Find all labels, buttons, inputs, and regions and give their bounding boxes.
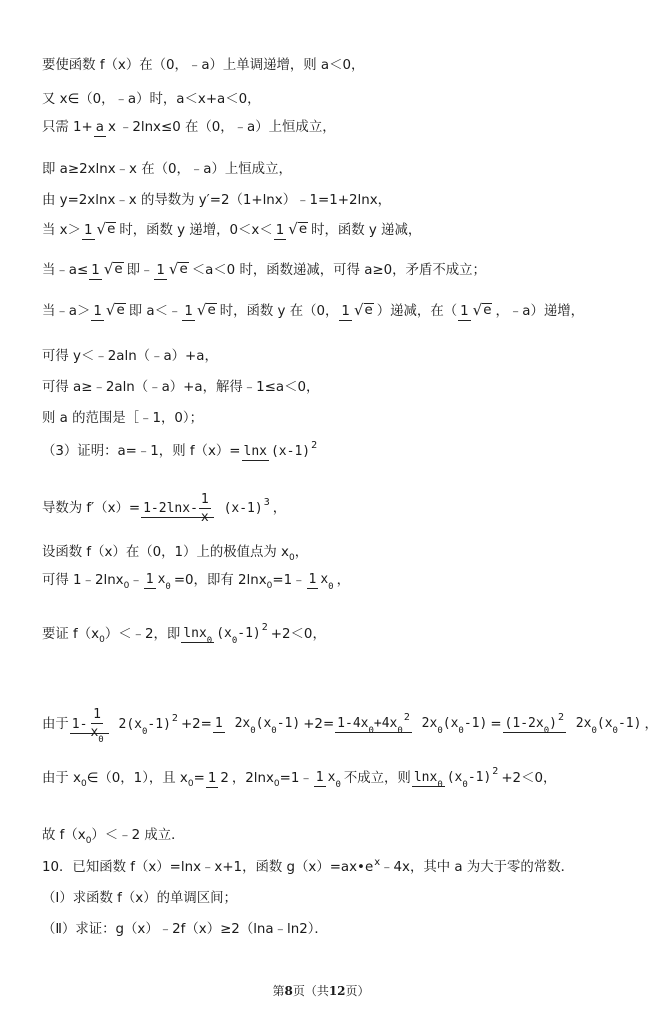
text: 由于 x <box>42 770 81 786</box>
exponent: 2 <box>557 712 564 723</box>
fraction-1-over-sqrt-e <box>89 262 125 279</box>
text: =0，即有 2lnx <box>173 572 267 588</box>
subscript: 0 <box>437 726 443 736</box>
line-21 <box>42 891 237 907</box>
radicand: e <box>483 303 492 318</box>
text: 只需 1+ <box>42 120 93 135</box>
radicand: e <box>116 303 125 318</box>
exponent: x <box>374 857 381 868</box>
subscript: 0 <box>328 582 334 592</box>
num-text: (1-2x <box>504 716 544 731</box>
numerator: a <box>95 120 104 135</box>
text: （3）证明：a=﹣1，则 f（x）= <box>42 444 241 459</box>
line-5 <box>42 193 391 209</box>
numerator <box>141 492 214 525</box>
text: 时，函数 y 在（0， <box>219 303 339 319</box>
radicand: e <box>179 262 188 277</box>
numerator: 1 <box>83 223 93 238</box>
numerator: 1 <box>93 707 101 722</box>
den-text: (x-1) <box>223 501 263 516</box>
footer-text: 页） <box>345 984 370 998</box>
fraction-1-over-sqrt-e <box>274 222 310 239</box>
fraction-1-over-x <box>199 492 211 525</box>
line-15 <box>42 572 350 592</box>
denominator <box>420 715 490 736</box>
den-text: (x <box>446 770 463 785</box>
den-text: (x <box>442 716 459 731</box>
numerator: 1 <box>93 304 102 319</box>
text: =1﹣ <box>272 572 306 588</box>
den-text: 2(x <box>118 717 142 732</box>
denominator <box>233 715 303 736</box>
den-text: -1) <box>617 716 642 731</box>
numerator: 1 <box>275 223 285 238</box>
den-text: x <box>327 770 336 785</box>
text: 可得 a≥﹣2aln（﹣a）+a，解得﹣1≤a＜0， <box>42 380 320 395</box>
text: = <box>490 716 502 732</box>
text: +2＜0， <box>501 770 557 786</box>
text: +2= <box>303 716 335 732</box>
text: 即 a≥2xlnx﹣x 在（0，﹣a）上恒成立， <box>42 162 292 177</box>
radicand: e <box>298 222 308 237</box>
den-text: x <box>157 572 166 587</box>
den-text: x <box>90 725 99 740</box>
subscript: 0 <box>98 735 104 745</box>
den-text: (x-1) <box>270 444 311 459</box>
text: ，2lnx <box>231 770 274 786</box>
subscript: 0 <box>123 580 130 591</box>
fraction-1-over-x0 <box>144 572 173 592</box>
denominator: x <box>200 510 209 525</box>
den-text: 2x <box>234 716 251 731</box>
numerator: 1 <box>91 263 100 278</box>
subscript: 0 <box>458 726 464 736</box>
fraction-1-over-sqrt-e <box>458 303 494 320</box>
exponent: 3 <box>263 497 270 508</box>
numerator: 1 <box>145 572 154 587</box>
fraction-one-half <box>206 771 231 787</box>
line-9 <box>42 349 218 365</box>
text: 当 x＞ <box>42 222 81 238</box>
fraction-square <box>503 712 644 736</box>
text: 设函数 f（x）在（0，1）上的极值点为 x <box>42 545 289 560</box>
num-text: 1-4x <box>337 716 369 731</box>
denominator: √ e <box>353 301 373 319</box>
text: 当﹣a≤ <box>42 262 89 278</box>
page-total: 12 <box>328 984 346 998</box>
denominator: 2 <box>220 770 229 786</box>
fraction-1-over-x0 <box>88 707 105 745</box>
subscript: 0 <box>397 726 403 736</box>
text: 又 x∈（0，﹣a）时，a＜x+a＜0， <box>42 92 261 107</box>
fraction-derivative <box>141 492 272 525</box>
text: 则 a 的范围是［﹣1，0）； <box>42 411 203 426</box>
text: ﹣2lnx≤0 在（0，﹣a）上恒成立， <box>118 120 336 135</box>
denominator <box>326 769 343 790</box>
text: ）＜﹣2 成立． <box>91 828 185 843</box>
numerator <box>335 712 412 736</box>
fraction-1-over-2x0 <box>213 716 302 736</box>
subscript: 0 <box>368 726 374 736</box>
denominator: √ e <box>288 220 308 238</box>
text: 要证 f（x <box>42 626 100 642</box>
text: 当﹣a＞ <box>42 303 91 319</box>
text: +2＜0， <box>270 626 326 642</box>
subscript: 0 <box>80 778 87 789</box>
radicand: e <box>364 303 373 318</box>
radicand: e <box>114 262 123 277</box>
text: 不成立，则 <box>343 770 411 786</box>
line-16 <box>42 622 326 646</box>
num-text: lnx <box>183 626 207 641</box>
sqrt: √ e <box>96 220 116 238</box>
exponent: 2 <box>261 622 268 633</box>
subscript: 0 <box>335 780 341 790</box>
den-text: 2x <box>421 716 438 731</box>
numerator: 1 <box>308 572 317 587</box>
text: （Ⅱ）求证：g（x）﹣2f（x）≥2（lna﹣ln2）． <box>42 922 328 937</box>
fraction-lnx-over-x-1-sq <box>242 440 320 460</box>
numerator <box>503 712 566 736</box>
page-number: 8 <box>284 984 293 998</box>
subscript: 0 <box>206 636 213 646</box>
denominator <box>445 766 501 790</box>
num-text: 1-2lnx- <box>143 501 198 516</box>
text: ∈（0，1），且 x <box>86 770 188 786</box>
fraction-1-over-sqrt-e <box>154 262 190 279</box>
denominator: x <box>108 120 116 135</box>
text: ， <box>336 572 350 588</box>
text: ， <box>644 716 658 732</box>
den-text: (x <box>255 716 272 731</box>
line-13 <box>42 492 286 525</box>
denominator <box>95 222 119 238</box>
denominator <box>574 715 644 736</box>
numerator <box>70 707 109 745</box>
line-11 <box>42 411 203 427</box>
subscript: 0 <box>250 726 256 736</box>
subscript: 0 <box>288 553 295 563</box>
numerator: 1 <box>460 304 469 319</box>
subscript: 0 <box>142 727 148 737</box>
line-3 <box>42 120 336 136</box>
den-text: x <box>320 572 329 587</box>
footer-text: 第 <box>272 984 285 998</box>
den-text: (x <box>216 626 232 641</box>
denominator <box>269 440 319 459</box>
denominator <box>214 622 270 646</box>
text: 可得 1﹣2lnx <box>42 572 124 588</box>
line-1 <box>42 58 364 74</box>
text: （Ⅰ）求函数 f（x）的单调区间； <box>42 891 237 906</box>
fraction-poly <box>335 712 489 736</box>
fraction-a-over-x <box>94 120 118 136</box>
denominator <box>117 713 180 737</box>
line-19 <box>42 828 185 844</box>
subscript: 0 <box>187 778 194 789</box>
text: ＜a＜0 时，函数递减，可得 a≥0，矛盾不成立； <box>191 262 486 278</box>
text: 故 f（x <box>42 828 86 843</box>
line-14 <box>42 545 308 561</box>
subscript: 0 <box>165 582 171 592</box>
text: 时，函数 y 递增，0＜x＜ <box>119 222 273 238</box>
text: =1﹣ <box>279 770 313 786</box>
fraction-lnx0-over-x0-1-sq <box>412 766 501 790</box>
text: 即 a＜﹣ <box>128 303 182 319</box>
numerator: 1 <box>207 770 217 786</box>
line-20 <box>42 857 574 876</box>
den-text: 2x <box>575 716 592 731</box>
text: 时，函数 y 递减， <box>311 222 422 238</box>
denominator <box>88 724 105 745</box>
fraction-lnx0-over-x0-1-sq <box>181 622 270 646</box>
page-footer <box>0 982 642 999</box>
text: 即﹣ <box>126 262 154 278</box>
numerator: 1 <box>200 492 209 507</box>
den-text: -1) <box>147 717 171 732</box>
subscript: 0 <box>99 634 105 645</box>
den-text: (x <box>596 716 613 731</box>
text: = <box>193 770 205 786</box>
exponent: 2 <box>171 713 178 724</box>
fraction-compound <box>70 707 180 745</box>
subscript: 0 <box>612 726 618 736</box>
numerator: 1 <box>341 304 350 319</box>
fraction-1-over-sqrt-e <box>91 303 127 320</box>
denominator: √ e <box>103 260 123 278</box>
denominator <box>318 571 335 592</box>
num-text: 1- <box>71 717 88 732</box>
radicand: e <box>207 303 216 318</box>
line-7 <box>42 262 486 279</box>
text: 由于 <box>42 716 69 732</box>
num-text: +4x <box>373 716 398 731</box>
subscript: 0 <box>85 836 92 846</box>
numerator: 1 <box>214 716 223 731</box>
den-text: -1) <box>467 770 492 785</box>
numerator: lnx <box>243 444 267 459</box>
line-12 <box>42 440 320 460</box>
line-8 <box>42 303 584 320</box>
exponent: 2 <box>311 440 318 451</box>
text: 可得 y＜﹣2aln（﹣a）+a， <box>42 349 218 364</box>
line-2 <box>42 92 261 108</box>
text: 由 y=2xlnx﹣x 的导数为 y′=2（1+lnx）﹣1=1+2lnx， <box>42 193 392 208</box>
numerator: 1 <box>315 770 324 785</box>
den-text: -1) <box>276 716 301 731</box>
line-18 <box>42 766 557 790</box>
text: 要使函数 f（x）在（0，﹣a）上单调递增，则 a＜0， <box>42 58 365 73</box>
text: ﹣ <box>129 572 143 588</box>
line-4 <box>42 162 292 178</box>
den-text: -1) <box>237 626 261 641</box>
den-text: -1) <box>463 716 488 731</box>
exponent: 2 <box>492 766 499 777</box>
num-text: lnx <box>413 770 438 785</box>
subscript: 0 <box>591 726 597 736</box>
denominator <box>222 497 272 516</box>
text: ）递减，在（ <box>376 303 458 319</box>
denominator: √ e <box>196 301 216 319</box>
subscript: 0 <box>462 780 468 790</box>
fraction-1-over-x0 <box>314 770 343 790</box>
text: ）＜﹣2，即 <box>104 626 181 642</box>
fraction-1-over-sqrt-e <box>182 303 218 320</box>
denominator: √ e <box>168 260 188 278</box>
num-text: ) <box>549 716 557 731</box>
text: ﹣4x，其中 a 为大于零的常数． <box>380 860 574 875</box>
denominator <box>156 571 173 592</box>
numerator <box>181 626 214 646</box>
subscript: 0 <box>271 726 277 736</box>
numerator <box>412 770 445 790</box>
line-10 <box>42 380 319 396</box>
text: ， <box>272 500 287 516</box>
fraction-1-over-sqrt-e <box>339 303 375 320</box>
subscript: 0 <box>266 580 273 591</box>
exponent: 2 <box>403 712 410 723</box>
numerator: 1 <box>156 263 165 278</box>
text: 10．已知函数 f（x）=lnx﹣x+1，函数 g（x）=ax•e <box>42 860 374 875</box>
line-17 <box>42 707 658 745</box>
fraction-1-over-x0 <box>307 572 336 592</box>
fraction-1-over-sqrt-e <box>82 222 118 239</box>
text: ，﹣a）递增， <box>495 303 585 319</box>
numerator: 1 <box>184 304 193 319</box>
text: ， <box>294 545 309 560</box>
text: 导数为 f′（x）= <box>42 500 141 516</box>
denominator: √ e <box>105 301 125 319</box>
subscript: 0 <box>273 778 280 789</box>
radicand: e <box>107 222 116 237</box>
text: +2= <box>180 716 212 732</box>
footer-text: 页（共 <box>292 984 329 998</box>
subscript: 0 <box>437 780 443 790</box>
denominator: √ e <box>472 301 492 319</box>
subscript: 0 <box>231 636 238 646</box>
subscript: 0 <box>543 726 550 736</box>
line-22 <box>42 922 328 938</box>
line-6 <box>42 222 421 239</box>
